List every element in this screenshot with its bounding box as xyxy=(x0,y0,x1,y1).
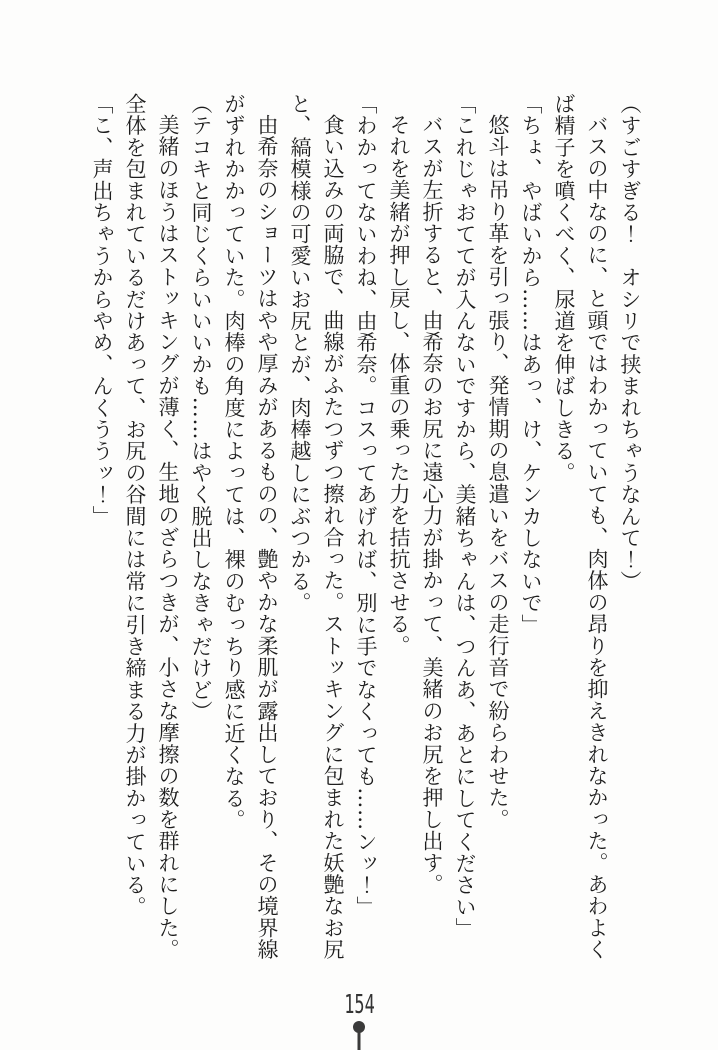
paragraph: バスの中なのに、と頭ではわかっていても、肉体の昂りを抑えきれなかった。あわよくば精子を噴くべく、尿道を伸ばしきる。 xyxy=(552,93,609,961)
paragraph: 由希奈のショーツはやや厚みがあるものの、艶やかな柔肌が露出しており、その境界線がずれかかっていた。肉棒の角度によっては、裸のむっちり感に近くなる。 xyxy=(222,93,279,961)
footer-stem-line xyxy=(358,1031,361,1050)
paragraph: 「ちょ、やばいから……はあっ、け、ケンカしないで」 xyxy=(519,93,543,636)
paragraph: バスが左折すると、由希奈のお尻に遠心力が掛かって、美緒のお尻を押し出す。 xyxy=(420,114,444,896)
paragraph: 美緒のほうはストッキングが薄く、生地のざらつきが、小さな摩擦の数を群れにした。全体を包まれているだけあって、お尻の谷間には常に引き締まる力が掛かっている。 xyxy=(123,93,180,961)
page-number-value: 154 xyxy=(343,990,375,1020)
paragraph: 悠斗は吊り革を引っ張り、発情期の息遣いをバスの走行音で紛らわせた。 xyxy=(486,114,510,831)
paragraph: （すごすぎる！ オシリで挟まれちゃうなんて！） xyxy=(618,93,642,593)
paragraph: 「こ、声出ちゃうからやめ、んくううッ！」 xyxy=(90,93,114,527)
page-number xyxy=(0,992,718,1018)
body-text xyxy=(81,93,646,963)
paragraph: それを美緒が押し戻し、体重の乗った力を拮抗させる。 xyxy=(387,114,411,657)
paragraph: 食い込みの両脇で、曲線がふたつずつ擦れ合った。ストッキングに包まれた妖艶なお尻と、縞模様の可愛いお尻とが、肉棒越しにぶつかる。 xyxy=(288,93,345,961)
paragraph: 「これじゃおててが入んないですから、美緒ちゃんは、つんあ、あとにしてください」 xyxy=(453,93,477,940)
paragraph: 「わかってないわね、由希奈。コスってあげれば、別に手でなくっても……ンッ！」 xyxy=(354,93,378,918)
paragraph: （テコキと同じくらいいいかも……はやく脱出しなきゃだけど） xyxy=(189,93,213,723)
